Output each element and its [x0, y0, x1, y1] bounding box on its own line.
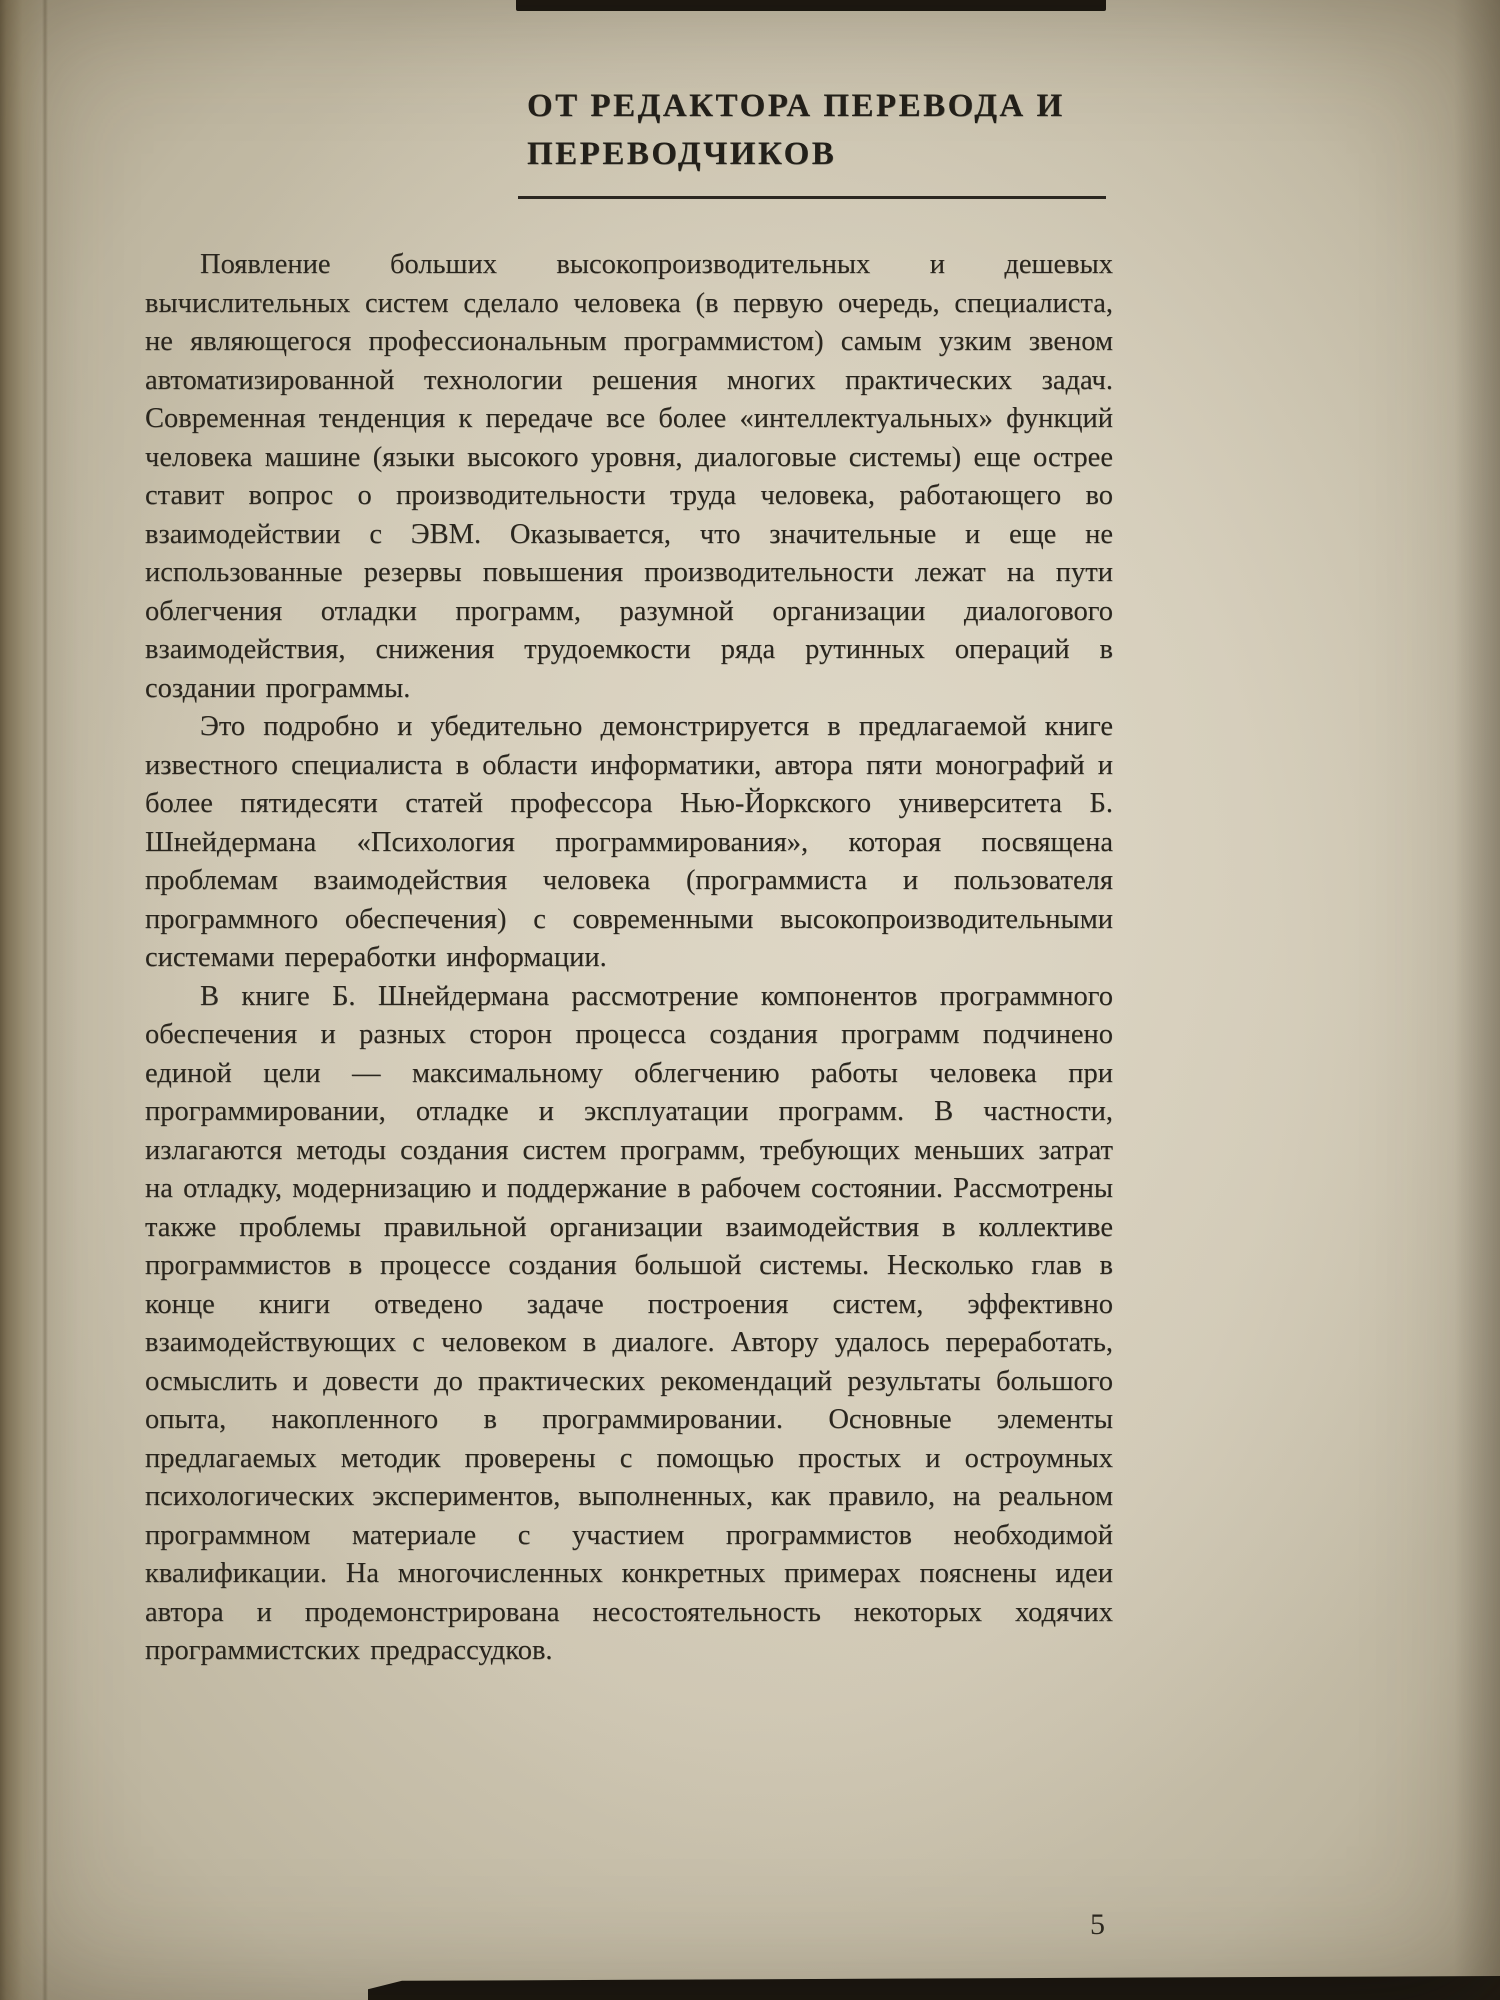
page-right-edge-shade — [1454, 0, 1500, 2000]
scan-edge-bottom-band — [368, 1976, 1500, 2000]
book-gutter-shadow — [0, 0, 80, 2000]
chapter-title: ОТ РЕДАКТОРА ПЕРЕВОДА И ПЕРЕВОДЧИКОВ — [527, 88, 1065, 173]
body-paragraph: Появление больших высокопроизводительных и дешевых вычислительных систем сделало человека (в первую очередь, специалиста, не являющегося профессиональным программистом) самым узким звеном автоматизированной технологии решения многих практических задач. Современная тенденция к передаче все более «интеллектуальных» функций человека машине (языки высокого уровня, диалоговые системы) еще острее ставит вопрос о производительности труда человека, работающего во взаимодействии с ЭВМ. Оказывается, что значительные и еще не использованные резервы повышения производительности лежат на пути облегчения отладки программ, разумной организации диалогового взаимодействия, снижения трудоемкости ряда рутинных операций в создании программы. — [145, 249, 1113, 704]
scan-edge-top-band — [516, 0, 1106, 11]
body-paragraph: В книге Б. Шнейдермана рассмотрение компонентов программного обеспечения и разных сторон процесса создания программ подчинено единой цели — максимальному облегчению работы человека при программировании, отладке и эксплуатации программ. В частности, излагаются методы создания систем программ, требующих меньших затрат на отладку, модернизацию и поддержание в рабочем состоянии. Рассмотрены также проблемы правильной организации взаимодействия в коллективе программистов в процессе создания большой системы. Несколько глав в конце книги отведено задаче построения систем, эффективно взаимодействующих с человеком в диалоге. Автору удалось переработать, осмыслить и довести до практических рекомендаций результаты большого опыта, накопленного в программировании. Основные элементы предлагаемых методик проверены с помощью простых и остроумных психологических экспериментов, выполненных, как правило, на реальном программном материале с участием программистов необходимой квалификации. На многочисленных конкретных примерах пояснены идеи автора и продемонстрирована несостоятельность некоторых ходячих программистских предрассудков. — [145, 980, 1113, 1666]
page-number: 5 — [1090, 1908, 1105, 1941]
title-divider-rule — [518, 196, 1106, 199]
book-gutter-crease — [42, 0, 48, 2000]
body-paragraph: Это подробно и убедительно демонстрируется в предлагаемой книге известного специалиста в области информатики, автора пяти монографий и более пятидесяти статей профессора Нью-Йоркского университета Б. Шнейдермана «Психология программирования», которая посвящена проблемам взаимодействия человека (программиста и пользователя программного обеспечения) с современными высокопроизводительными системами переработки информации. — [145, 711, 1113, 973]
body-text-block — [145, 246, 1113, 1896]
